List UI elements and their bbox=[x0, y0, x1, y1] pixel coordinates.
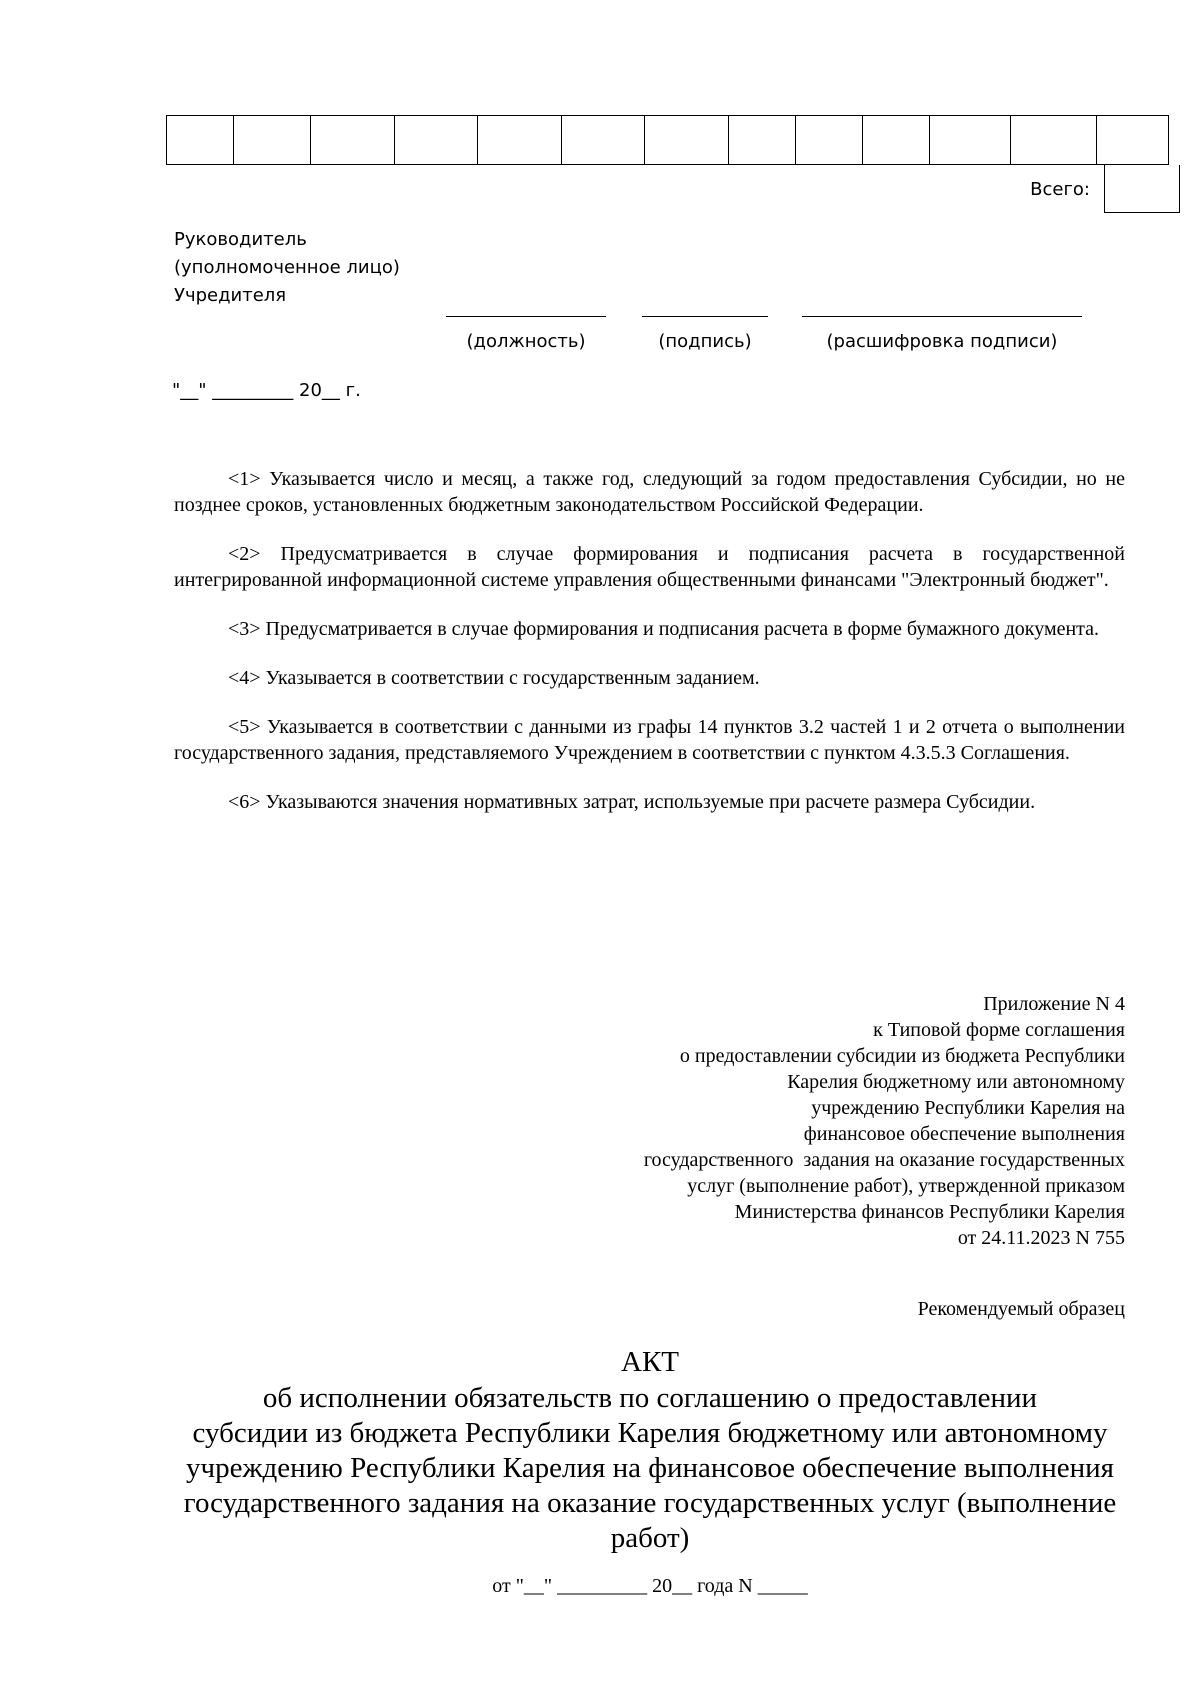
appendix-line: государственного задания на оказание государственных bbox=[643, 1149, 1125, 1171]
table-cell bbox=[562, 116, 645, 165]
act-subtitle bbox=[180, 1381, 1120, 1556]
footnote: <1> Указывается число и месяц, а также год, следующий за годом предоставления Субсидии, но не позднее сроков, установленных бюджетным законодательством Российской Федерации. bbox=[174, 468, 1125, 516]
appendix-line: финансовое обеспечение выполнения bbox=[803, 1123, 1125, 1145]
table-cell bbox=[1097, 116, 1169, 165]
footnote: <4> Указывается в соответствии с государственным заданием. bbox=[228, 667, 760, 689]
decoding-line bbox=[802, 316, 1082, 317]
footnote: <2> Предусматривается в случае формирования и подписания расчета в государственной интегрированной информационной системе управления общественными финансами "Электронный бюджет". bbox=[174, 543, 1125, 591]
table-cell bbox=[478, 116, 562, 165]
table-cell bbox=[1011, 116, 1097, 165]
position-caption: (должность) bbox=[466, 331, 586, 352]
act-subtitle-line: учреждению Республики Карелия на финансовое обеспечение выполнения bbox=[186, 1452, 1114, 1484]
top-table bbox=[166, 115, 1169, 165]
appendix-line: Министерства финансов Республики Карелия bbox=[734, 1201, 1125, 1223]
act-subtitle-line: об исполнении обязательств по соглашению о предоставлении bbox=[262, 1382, 1038, 1414]
appendix-line: учреждению Республики Карелия на bbox=[811, 1097, 1125, 1119]
recommended-sample-label: Рекомендуемый образец bbox=[917, 1298, 1125, 1320]
table-cell bbox=[930, 116, 1011, 165]
table-cell bbox=[645, 116, 729, 165]
footnote: <6> Указываются значения нормативных затрат, используемые при расчете размера Субсидии. bbox=[228, 791, 1036, 813]
appendix-line: услуг (выполнение работ), утвержденной приказом bbox=[687, 1175, 1125, 1197]
act-subtitle-line: работ) bbox=[610, 1522, 690, 1554]
signer-line: (уполномоченное лицо) bbox=[174, 257, 400, 278]
footnote: <3> Предусматривается в случае формирования и подписания расчета в форме бумажного документа. bbox=[228, 618, 1100, 640]
table-cell bbox=[234, 116, 311, 165]
signature-date: "__" _________ 20__ г. bbox=[172, 380, 361, 401]
total-label: Всего: bbox=[1030, 179, 1090, 200]
position-line bbox=[446, 316, 606, 317]
signature-caption: (подпись) bbox=[658, 331, 752, 352]
total-row bbox=[166, 165, 1180, 213]
act-title: АКТ bbox=[621, 1346, 679, 1378]
appendix-line: Приложение N 4 bbox=[983, 993, 1125, 1015]
table-cell bbox=[167, 116, 234, 165]
table-cell bbox=[729, 116, 796, 165]
appendix-line: к Типовой форме соглашения bbox=[873, 1019, 1125, 1041]
signer-line: Учредителя bbox=[174, 285, 287, 306]
table-row bbox=[167, 116, 1169, 165]
appendix-line: Карелия бюджетному или автономному bbox=[787, 1071, 1125, 1093]
footnotes bbox=[174, 466, 1125, 838]
act-number-line: от "__" _________ 20__ года N _____ bbox=[492, 1575, 808, 1597]
appendix-header bbox=[505, 991, 1125, 1251]
signature-line bbox=[642, 316, 768, 317]
decoding-caption: (расшифровка подписи) bbox=[826, 331, 1058, 352]
footnote: <5> Указывается в соответствии с данными из графы 14 пунктов 3.2 частей 1 и 2 отчета о выполнении государственного задания, представляемого Учреждением в соответствии с пунктом 4.3.5.3 Соглашения. bbox=[174, 716, 1125, 764]
total-value-cell bbox=[1104, 165, 1180, 213]
appendix-line: от 24.11.2023 N 755 bbox=[957, 1227, 1125, 1249]
table-cell bbox=[863, 116, 930, 165]
appendix-line: о предоставлении субсидии из бюджета Республики bbox=[679, 1045, 1125, 1067]
signer-block bbox=[174, 226, 400, 310]
act-subtitle-line: субсидии из бюджета Республики Карелия бюджетному или автономному bbox=[192, 1417, 1108, 1449]
table-cell bbox=[311, 116, 395, 165]
table-cell bbox=[796, 116, 863, 165]
signer-line: Руководитель bbox=[174, 229, 307, 250]
act-subtitle-line: государственного задания на оказание государственных услуг (выполнение bbox=[183, 1487, 1117, 1519]
table-cell bbox=[395, 116, 478, 165]
